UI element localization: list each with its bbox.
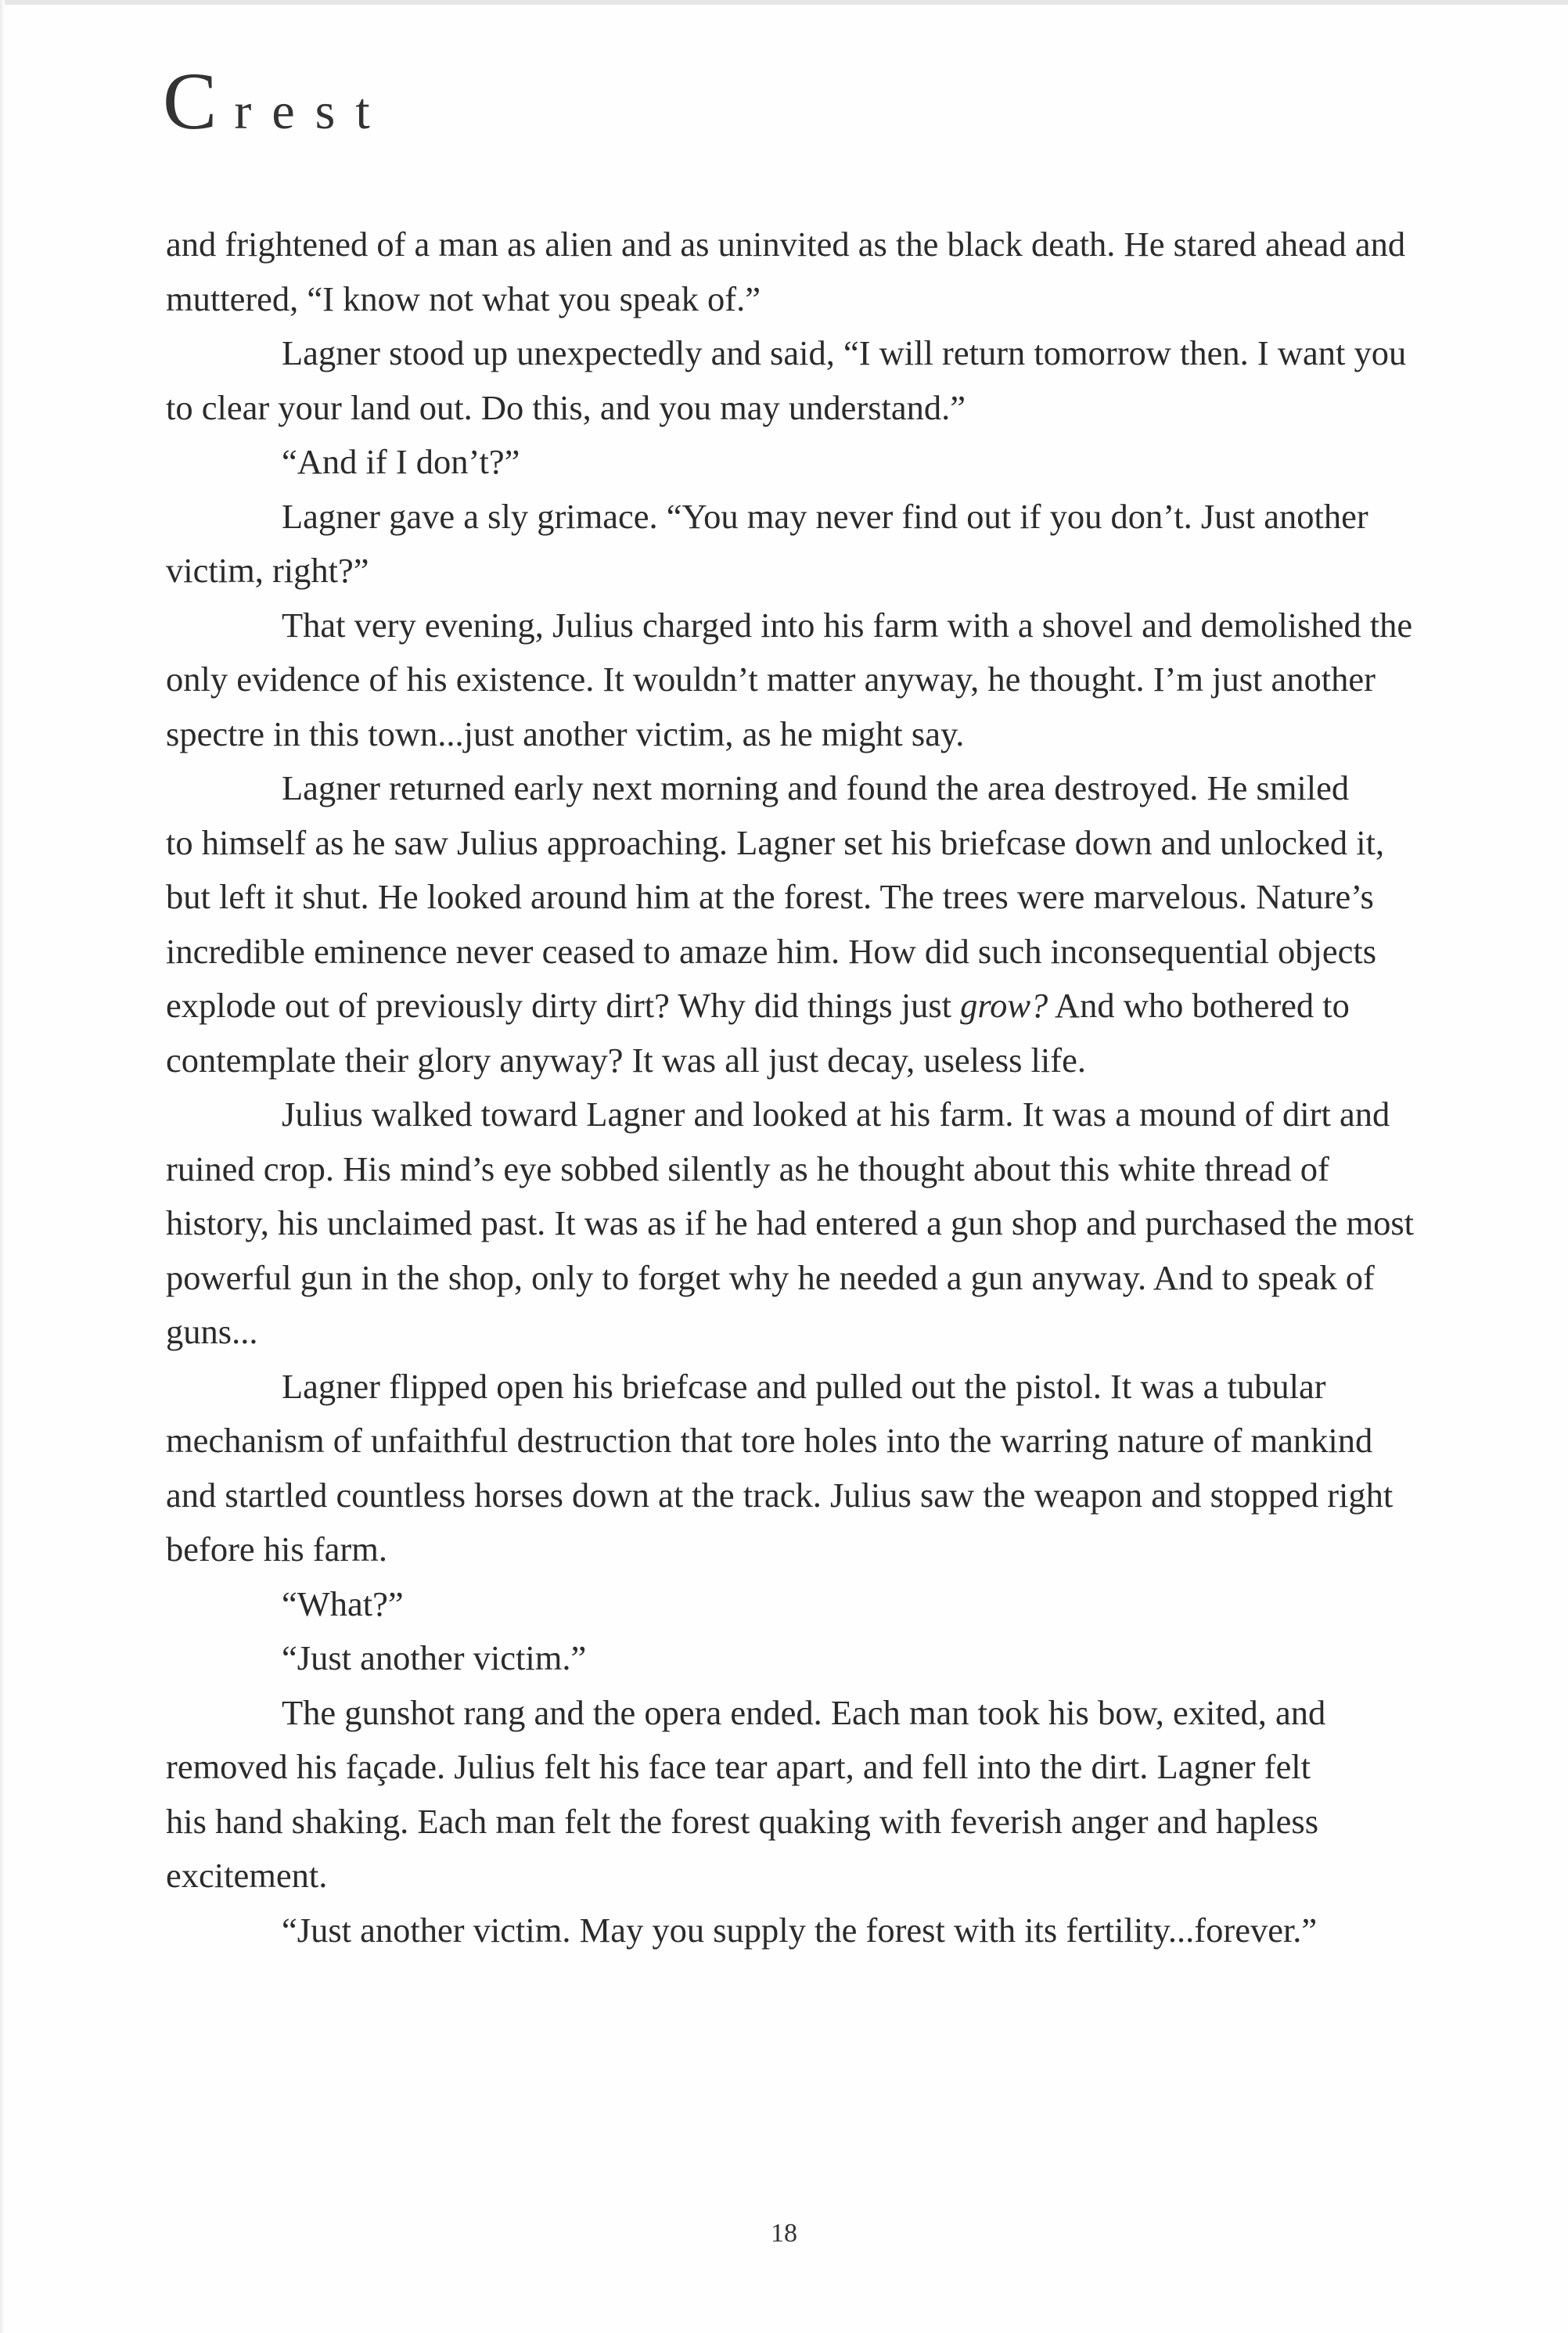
scan-top-edge <box>0 0 1568 5</box>
story-body <box>166 217 1457 1957</box>
text-line: history, his unclaimed past. It was as if he had entered a gun shop and purchased the most <box>166 1203 1415 1242</box>
paragraph-start-line: Lagner returned early next morning and found the area destroyed. He smiled <box>282 768 1350 807</box>
text-line: mechanism of unfaithful destruction that tore holes into the warring nature of mankind <box>166 1421 1373 1460</box>
text-line: to clear your land out. Do this, and you may understand.” <box>166 387 966 427</box>
text-line: but left it shut. He looked around him at the forest. The trees were marvelous. Nature’s <box>166 877 1374 916</box>
scan-left-edge <box>0 0 5 2333</box>
text-line: removed his façade. Julius felt his face tear apart, and fell into the dirt. Lagner felt <box>166 1747 1311 1786</box>
paragraph-start-line: Lagner flipped open his briefcase and pulled out the pistol. It was a tubular <box>282 1366 1326 1406</box>
paragraph-start-line: “And if I don’t?” <box>282 442 520 481</box>
paragraph-start-line: Lagner gave a sly grimace. “You may never find out if you don’t. Just another <box>282 496 1368 536</box>
paragraph-start-line: “Just another victim. May you supply the forest with its fertility...forever.” <box>282 1910 1318 1950</box>
text-line: incredible eminence never ceased to amaze him. How did such inconsequential objects <box>166 931 1377 971</box>
header-initial: C <box>163 56 218 146</box>
text-line: his hand shaking. Each man felt the forest quaking with feverish anger and hapless <box>166 1801 1319 1841</box>
paragraph-start-line: Lagner stood up unexpectedly and said, “I will return tomorrow then. I want you <box>282 333 1407 372</box>
text-line: powerful gun in the shop, only to forget why he needed a gun anyway. And to speak of <box>166 1257 1375 1297</box>
text-line: and startled countless horses down at the track. Julius saw the weapon and stopped right <box>166 1475 1394 1515</box>
paragraph-start-line: “What?” <box>282 1583 404 1623</box>
text-line: excitement. <box>166 1856 328 1895</box>
paragraph-start-line: Julius walked toward Lagner and looked at his farm. It was a mound of dirt and <box>282 1095 1390 1134</box>
page-number: 18 <box>771 2219 797 2248</box>
text-segment: explode out of previously dirty dirt? Why did things just <box>166 986 961 1025</box>
text-line: victim, right?” <box>166 551 369 590</box>
header-title-rest: rest <box>234 83 390 140</box>
text-line: to himself as he saw Julius approaching. Lagner set his briefcase down and unlocked it, <box>166 822 1385 862</box>
text-segment: And who bothered to <box>1048 986 1350 1025</box>
text-line: contemplate their glory anyway? It was all just decay, useless life. <box>166 1040 1086 1080</box>
text-line: ruined crop. His mind’s eye sobbed silently as he thought about this white thread of <box>166 1149 1329 1188</box>
italic-word: grow? <box>960 986 1048 1025</box>
paragraph-start-line: “Just another victim.” <box>282 1638 587 1677</box>
text-line: and frightened of a man as alien and as uninvited as the black death. He stared ahead and <box>166 225 1406 264</box>
paragraph-start-line: The gunshot rang and the opera ended. Each man took his bow, exited, and <box>282 1692 1326 1732</box>
text-line: muttered, “I know not what you speak of.” <box>166 279 761 318</box>
paragraph-start-line: That very evening, Julius charged into his farm with a shovel and demolished the <box>282 605 1413 645</box>
text-line: spectre in this town...just another victim, as he might say. <box>166 714 965 753</box>
text-line: only evidence of his existence. It wouldn’t matter anyway, he thought. I’m just another <box>166 660 1376 699</box>
text-line: guns... <box>166 1312 258 1351</box>
text-line-with-italic <box>166 979 1457 1033</box>
running-header <box>163 56 390 155</box>
text-line: before his farm. <box>166 1530 387 1569</box>
